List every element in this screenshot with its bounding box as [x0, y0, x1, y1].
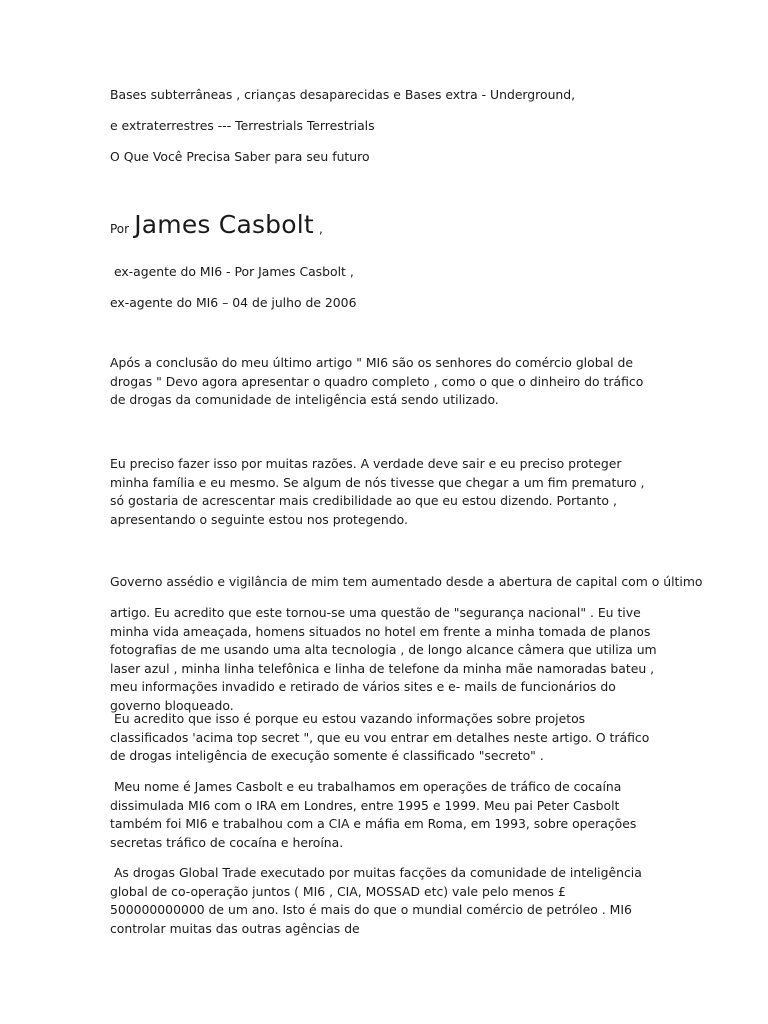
paragraph-6: Meu nome é James Casbolt e eu trabalhamos em operações de tráfico de cocaína dissimulada MI6 com o IRA em Londres, entre 1995 e 1999. Meu pai Peter Casbolt também foi MI6 e trabalhou com a CIA e máfia em Roma, em 1993, sobre operações secretas tráfico de cocaína e heroína. — [110, 779, 641, 850]
byline-prefix: Por — [110, 222, 130, 236]
subtitle-line-1: ex-agente do MI6 - Por James Casbolt , — [110, 264, 354, 279]
paragraph-1: Após a conclusão do meu último artigo " MI6 são os senhores do comércio global de drogas " Devo agora apresentar o quadro completo , como o que o dinheiro do tráfico de drogas da comunidade de inteligência está sendo utilizado. — [110, 355, 644, 408]
title-line-1: Bases subterrâneas , crianças desaparecidas e Bases extra - Underground, — [110, 87, 576, 102]
byline-suffix: , — [319, 222, 323, 236]
subtitle-line-2: ex-agente do MI6 – 04 de julho de 2006 — [110, 295, 357, 310]
byline-author: James Casbolt — [134, 210, 314, 239]
paragraph-7: As drogas Global Trade executado por muitas facções da comunidade de inteligência global de co-operação juntos ( MI6 , CIA, MOSSAD etc) vale pelo menos £ 500000000000 de um ano. Isto é mais do que o mundial comércio de petróleo . MI6 controlar muitas das outras agências de — [110, 865, 646, 936]
paragraph-5: Eu acredito que isso é porque eu estou vazando informações sobre projetos classificados 'acima top secret ", que eu vou entrar em detalhes neste artigo. O tráfico de drogas inteligência de execução somente é classificado "secreto" . — [110, 711, 654, 764]
title-line-3: O Que Você Precisa Saber para seu futuro — [110, 149, 370, 164]
title-line-2: e extraterrestres --- Terrestrials Terrestrials — [110, 118, 375, 133]
paragraph-2: Eu preciso fazer isso por muitas razões. A verdade deve sair e eu preciso proteger minha família e eu mesmo. Se algum de nós tivesse que chegar a um fim prematuro , só gostaria de acrescentar mais credibilidade ao que eu estou dizendo. Portanto , apresentando o seguinte estou nos protegendo. — [110, 456, 645, 527]
paragraph-4: artigo. Eu acredito que este tornou-se uma questão de "segurança nacional" . Eu tive minha vida ameaçada, homens situados no hotel em frente a minha tomada de planos fotografias de me usando uma alta tecnologia , de longo alcance câmera que utiliza um laser azul , minha linha telefônica e linha de telefone da minha mãe namoradas bateu , meu informações invadido e retirado de vários sites e e- mails de funcionários do governo bloqueado. — [110, 605, 657, 713]
paragraph-3: Governo assédio e vigilância de mim tem aumentado desde a abertura de capital com o último — [110, 574, 703, 589]
byline — [110, 210, 323, 239]
